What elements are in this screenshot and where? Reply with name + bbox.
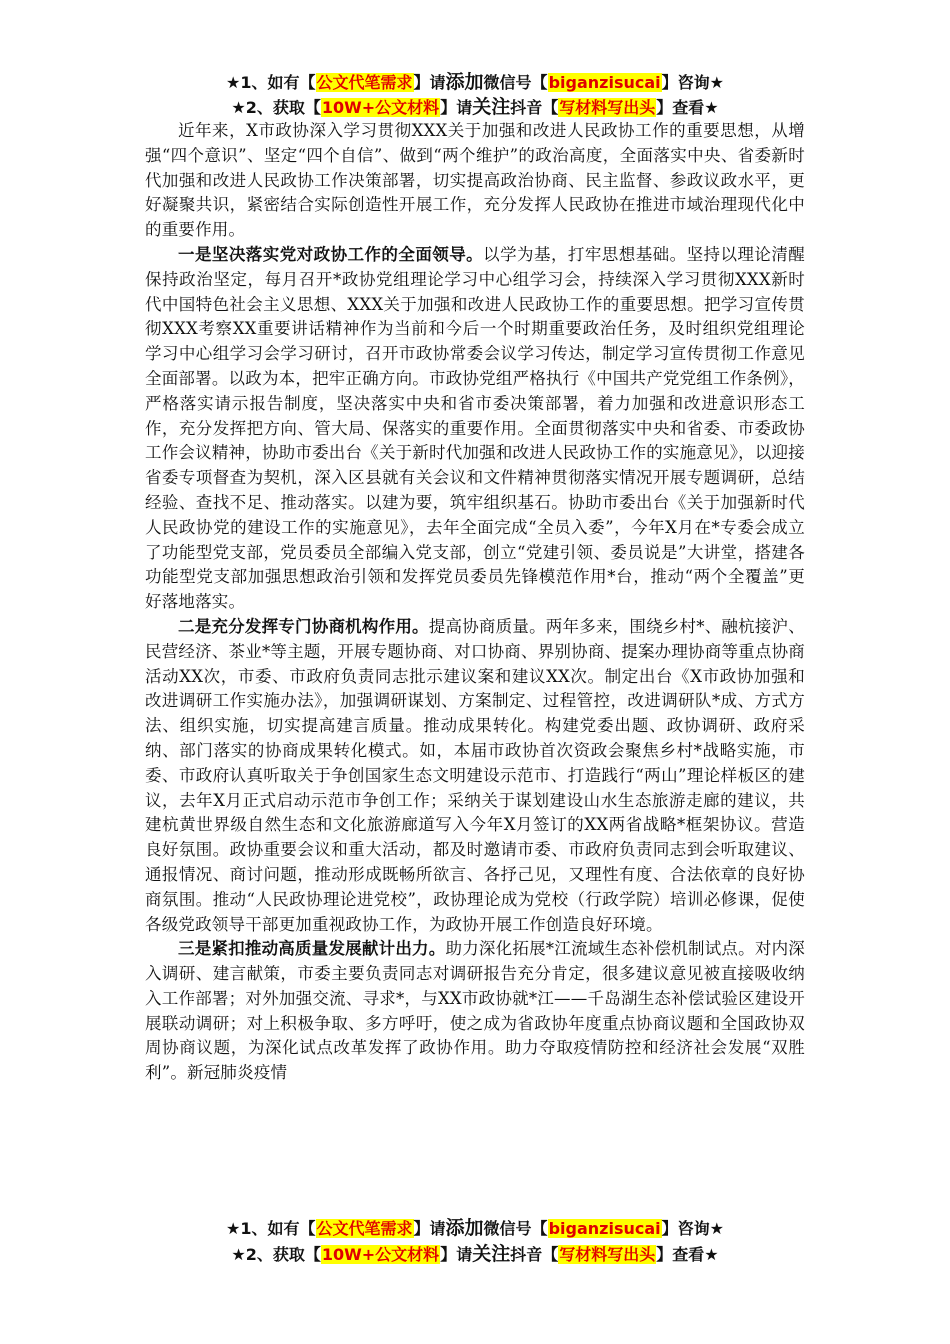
section-3-paragraph [145,937,805,1086]
document-body [145,119,805,1086]
section-1-heading: 一是坚决落实党对政协工作的全面领导。 [178,244,484,264]
section-2-heading: 二是充分发挥专门协商机构作用。 [178,616,429,636]
promo-highlight: 公文代笔需求 [316,73,413,92]
promo-douyin-id: 写材料写出头 [559,98,656,117]
promo-wechat-id: biganzisucai [548,1219,661,1238]
section-3-heading: 三是紧扣推动高质量发展献计出力。 [178,939,446,959]
promo-wechat-id: biganzisucai [548,73,661,92]
section-2-paragraph [145,615,805,937]
intro-paragraph: 近年来，X市政协深入学习贯彻XXX关于加强和改进人民政协工作的重要思想，从增强“四个意识”、坚定“四个自信”、做到“两个维护”的政治高度，全面落实中央、省委新时代加强和改进人民政协工作决策部署，切实提高政治协商、民主监督、参政议政水平，更好凝聚共识，紧密结合实际创造性开展工作，充分发挥人民政协在推进市域治理现代化中的重要作用。 [145,121,805,240]
promo-line-1-footer: ★1、如有【公文代笔需求】请添加微信号【biganzisucai】咨询★ [226,1217,724,1239]
section-2-text: 提高协商质量。两年多来，围绕乡村*、融杭接沪、民营经济、茶业*等主题，开展专题协商、对口协商、界别协商、提案办理协商等重点协商活动XX次，市委、市政府负责同志批示建议案和建议XX次。制定出台《X市政协加强和改进调研工作实施办法》，加强调研谋划、方案制定、过程管控，改进调研队*成、方式方法、组织实施，切实提高建言质量。推动成果转化。构建党委出题、政协调研、政府采纳、部门落实的协商成果转化模式。如，本届市政协首次资政会聚焦乡村*战略实施，市委、市政府认真听取关于争创国家生态文明建设示范市、打造践行“两山”理论样板区的建议，去年X月正式启动示范市争创工作；采纳关于谋划建设山水生态旅游走廊的建议，共建杭黄世界级自然生态和文化旅游廊道写入今年X月签订的XX两省战略*框架协议。营造良好氛围。政协重要会议和重大活动，都及时邀请市委、市政府负责同志到会听取建议、通报情况、商讨问题，推动形成既畅所欲言、各抒己见，又理性有度、合法依章的良好协商氛围。推动“人民政协理论进党校”，政协理论成为党校（行政学院）培训必修课，促使各级党政领导干部更加重视政协工作，为政协开展工作创造良好环境。 [145,616,805,934]
promo-highlight: 10W+公文材料 [321,1245,440,1264]
promo-highlight: 10W+公文材料 [321,98,440,117]
section-1-text: 以学为基，打牢思想基础。坚持以理论清醒保持政治坚定，每月召开*政协党组理论学习中心组学习会，持续深入学习贯彻XXX新时代中国特色社会主义思想、XXX关于加强和改进人民政协工作的重要思想。把学习宣传贯彻XXX考察XX重要讲话精神作为当前和今后一个时期重要政治任务，及时组织党组理论学习中心组学习会学习研讨，召开市政协常委会议学习传达，制定学习宣传贯彻工作意见全面部署。以政为本，把牢正确方向。市政协党组严格执行《中国共产党党组工作条例》，严格落实请示报告制度，坚决落实中央和省市委决策部署，着力加强和改进意识形态工作，充分发挥把方向、管大局、保落实的重要作用。全面贯彻落实中央和省委、市委政协工作会议精神，协助市委出台《关于新时代加强和改进人民政协工作的实施意见》，以迎接省委专项督查为契机，深入区县就有关会议和文件精神贯彻落实情况开展专题调研，总结经验、查找不足、推动落实。以建为要，筑牢组织基石。协助市委出台《关于加强新时代人民政协党的建设工作的实施意见》，去年全面完成“全员入委”，今年X月在*专委会成立了功能型党支部，党员委员全部编入党支部，创立“党建引领、委员说是”大讲堂，搭建各功能型党支部加强思想政治引领和发挥党员委员先锋模范作用*台，推动“两个全覆盖”更好落地落实。 [145,244,805,612]
promo-line-2: ★2、获取【10W+公文材料】请关注抖音【写材料写出头】查看★ [231,96,719,118]
section-1-paragraph [145,243,805,615]
promo-line-1: ★1、如有【公文代笔需求】请添加微信号【biganzisucai】咨询★ [226,71,724,93]
promo-highlight: 公文代笔需求 [316,1219,413,1238]
promo-douyin-id: 写材料写出头 [559,1245,656,1264]
promo-line-2-footer: ★2、获取【10W+公文材料】请关注抖音【写材料写出头】查看★ [231,1243,719,1265]
section-3-text: 助力深化拓展*江流域生态补偿机制试点。对内深入调研、建言献策，市委主要负责同志对调研报告充分肯定，很多建议意见被直接吸收纳入工作部署；对外加强交流、寻求*，与XX市政协就*江——千岛湖生态补偿试验区建设开展联动调研；对上积极争取、多方呼吁，使之成为省政协年度重点协商议题和全国政协双周协商议题，为深化试点改革发挥了政协作用。助力夺取疫情防控和经济社会发展“双胜利”。新冠肺炎疫情 [145,939,805,1083]
